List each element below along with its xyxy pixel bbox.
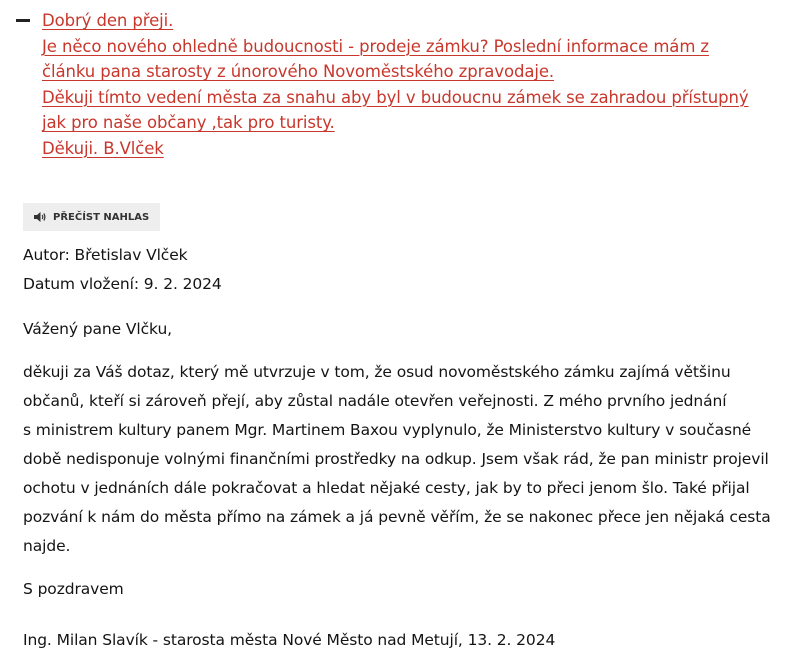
speaker-icon (33, 211, 47, 223)
date-line: Datum vložení: 9. 2. 2024 (23, 275, 222, 293)
question-link-line[interactable]: jak pro naše občany ,tak pro turisty. (42, 113, 335, 132)
question-text (42, 8, 749, 161)
question-link-line[interactable]: článku pana starosty z únorového Novoměstského zpravodaje. (42, 62, 555, 81)
closing: S pozdravem (23, 580, 124, 598)
question-link-line[interactable]: Dobrý den přeji. (42, 11, 174, 30)
answer-line: najde. (23, 537, 71, 555)
answer-line: s ministrem kultury panem Mgr. Martinem Baxou vyplynulo, že Ministerstvo kultury v současné (23, 421, 752, 439)
read-aloud-button[interactable] (23, 203, 160, 231)
question-block (16, 8, 786, 161)
question-link-line[interactable]: Je něco nového ohledně budoucnosti - prodeje zámku? Poslední informace mám z (42, 36, 709, 56)
greeting: Vážený pane Vlčku, (23, 320, 172, 338)
signature: Ing. Milan Slavík - starosta města Nové Město nad Metují, 13. 2. 2024 (23, 631, 556, 649)
answer-line: době nedisponuje volnými finančními prostředky na odkup. Jsem však rád, že pan ministr projevil (23, 450, 769, 468)
question-link-line[interactable]: Děkuji. B.Vlček (42, 138, 164, 158)
read-aloud-label: PŘEČÍST NAHLAS (53, 211, 150, 223)
answer-line: děkuji za Váš dotaz, který mě utvrzuje v tom, že osud novoměstského zámku zajímá většinu (23, 363, 731, 381)
author-line: Autor: Břetislav Vlček (23, 246, 188, 264)
question-link-line[interactable]: Děkuji tímto vedení města za snahu aby byl v budoucnu zámek se zahradou přístupný (42, 87, 749, 107)
answer-block (23, 241, 783, 655)
answer-line: pozvání k nám do města přímo na zámek a já pevně věřím, že se nakonec přece jen nějaká cesta (23, 508, 771, 526)
dash-bullet (16, 19, 30, 22)
answer-line: ochotu v jednáních dále pokračovat a hledat nějaké cesty, jak by to přeci jenom šlo. Také přijal (23, 479, 750, 497)
answer-line: občanů, kteří si zároveň přejí, aby zůstal nadále otevřen veřejnosti. Z mého prvního jednání (23, 392, 727, 410)
answer-paragraph (23, 358, 783, 561)
